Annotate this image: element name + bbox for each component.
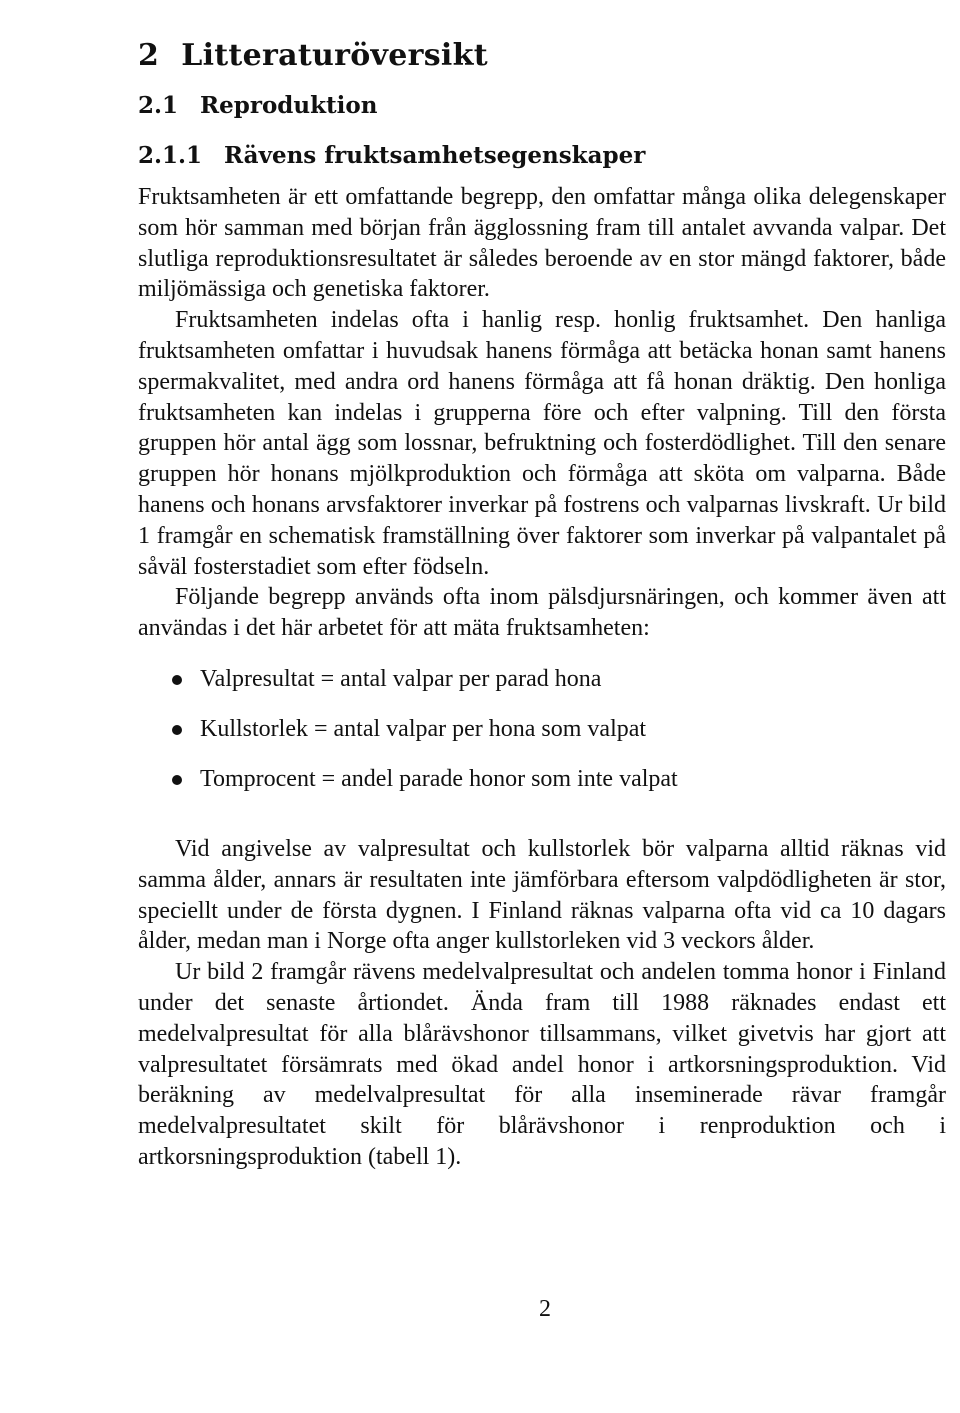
section-heading [138,92,377,119]
chapter-title: Litteraturöversikt [181,38,488,73]
list-item [138,664,946,714]
paragraph-intro: Fruktsamheten är ett omfattande begrepp, den omfattar många olika delegenskaper som hör samman med början från ägglossning fram till antalet avvanda valpar. Det slutliga reproduktionsresultatet är således beroende av en stor mängd faktorer, både miljömässiga och genetiska faktorer. [138,184,946,303]
definition-text: Kullstorlek = antal valpar per hona som valpat [200,715,647,742]
page-number: 2 [539,1296,551,1322]
definition-text: Tomprocent = andel parade honor som inte valpat [200,765,678,792]
bullet-icon [172,775,182,785]
subsection-title: Rävens fruktsamhetsegenskaper [224,142,646,169]
paragraph-fertility-types: Fruktsamheten indelas ofta i hanlig resp. honlig fruktsamhet. Den hanliga fruktsamheten omfattar i huvudsak hanens förmåga att betäcka honan samt hanens spermakvalitet, med andra ord hanens förmåga att få honan dräktig. Den honliga fruktsamheten kan indelas i grupperna före och efter valpning. Till den första gruppen hör antal ägg som lossnar, befruktning och fosterdödlighet. Till den senare gruppen hör honans mjölkproduktion och förmåga att sköta om valparna. Både hanens och honans arvsfaktorer inverkar på fostrens och valparnas livskraft. Ur bild 1 framgår en schematisk framställning över faktorer som inverkar på valpantalet på såväl fosterstadiet som efter födseln. [138,307,946,580]
bullet-icon [172,725,182,735]
section-title: Reproduktion [200,92,378,119]
list-item [138,764,946,814]
paragraph-finland: Ur bild 2 framgår rävens medelvalpresultat och andelen tomma honor i Finland under det senaste årtiondet. Ända fram till 1988 räknades endast ett medelvalpresultat för alla blårävshonor tillsammans, vilket givetvis har gjort att valpresultatet försämrats med ökad andel honor i artkorsningsproduktion. Vid beräkning av medelvalpresultat för alla inseminerade rävar framgår medelvalpresultatet skilt för blårävshonor i renproduktion och i artkorsningsproduktion (tabell 1). [138,959,946,1170]
paragraph-terms-intro: Följande begrepp används ofta inom pälsdjursnäringen, och kommer även att användas i det här arbetet för att mäta fruktsamheten: [138,584,946,642]
paragraph-counting: Vid angivelse av valpresultat och kullstorlek bör valparna alltid räknas vid samma ålder, annars är resultaten inte jämförbara eftersom valpdödligheten är stor, speciellt under de första dygnen. I Finland räknas valparna ofta vid ca 10 dagars ålder, medan man i Norge ofta anger kullstorleken vid 3 veckors ålder. [138,835,946,955]
body-text [138,182,946,1173]
definition-list [138,664,946,814]
list-item [138,714,946,764]
subsection-heading [138,142,645,169]
definition-text: Valpresultat = antal valpar per parad hona [200,665,602,692]
subsection-number: 2.1.1 [138,142,203,169]
bullet-icon [172,675,182,685]
chapter-number: 2 [138,38,160,73]
chapter-heading [138,38,488,73]
section-number: 2.1 [138,92,179,119]
